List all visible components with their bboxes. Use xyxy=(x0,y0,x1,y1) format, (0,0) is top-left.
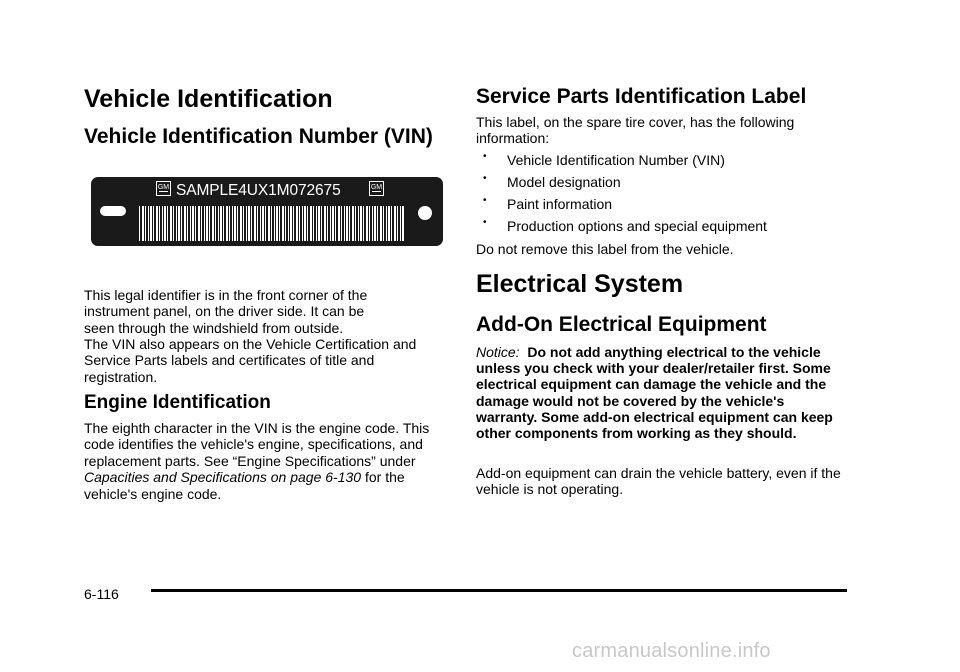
notice-label: Notice: xyxy=(476,344,520,360)
addon-heading: Add-On Electrical Equipment xyxy=(476,313,767,336)
page-title: Vehicle Identification xyxy=(84,85,333,113)
service-info-list xyxy=(476,152,767,240)
vin-paragraph-2: The VIN also appears on the Vehicle Certification and Service Parts labels and certificates of title and registration. xyxy=(84,336,417,385)
bullet-icon: • xyxy=(483,173,487,184)
notice-paragraph xyxy=(476,344,848,441)
list-item: • Production options and special equipment xyxy=(483,217,767,234)
cross-reference-link[interactable]: Capacities and Specifications on page 6-130 xyxy=(84,469,362,486)
vin-label-image xyxy=(91,177,443,246)
gm-logo-icon: GM xyxy=(156,181,171,196)
gm-logo-icon: GM xyxy=(369,181,384,196)
engine-heading: Engine Identification xyxy=(84,392,271,413)
service-outro: Do not remove this label from the vehicle. xyxy=(476,241,734,257)
service-intro: This label, on the spare tire cover, has the following information: xyxy=(476,114,795,147)
vin-code: SAMPLE4UX1M072675 xyxy=(176,182,341,199)
electrical-system-title: Electrical System xyxy=(476,270,684,298)
mounting-hole xyxy=(418,206,432,220)
footer-rule xyxy=(151,589,847,592)
mounting-slot xyxy=(100,206,126,216)
notice-text: Do not add anything electrical to the vehicle unless you check with your dealer/retailer first. Some electrical equipment can damage the vehicle and the damage would not be covered by the vehicle's warranty. Some add-on electrical equipment can keep other components from working as they should. xyxy=(476,344,833,442)
engine-text-start: The eighth character in the VIN is the engine code. This code identifies the vehicle's engine, specifications, and replacement parts. See “Engine Specifications” under xyxy=(84,420,430,469)
watermark: carmanualsonline.info xyxy=(572,640,771,662)
engine-paragraph xyxy=(84,420,452,502)
bullet-icon: • xyxy=(483,195,487,206)
bullet-icon: • xyxy=(483,217,487,228)
bullet-icon: • xyxy=(483,151,487,162)
list-item: • Vehicle Identification Number (VIN) xyxy=(483,151,725,168)
service-parts-heading: Service Parts Identification Label xyxy=(476,85,807,108)
list-item: • Paint information xyxy=(483,195,613,212)
list-item: • Model designation xyxy=(483,173,621,190)
engine-text-end: for the vehicle's engine code. xyxy=(84,469,405,502)
vin-heading: Vehicle Identification Number (VIN) xyxy=(84,125,433,148)
addon-paragraph: Add-on equipment can drain the vehicle battery, even if the vehicle is not operating. xyxy=(476,465,841,498)
page-number: 6-116 xyxy=(84,586,119,602)
vin-paragraph-1: This legal identifier is in the front corner of the instrument panel, on the driver side. It can be seen through the windshield from outside. xyxy=(84,287,368,336)
barcode xyxy=(139,206,405,241)
